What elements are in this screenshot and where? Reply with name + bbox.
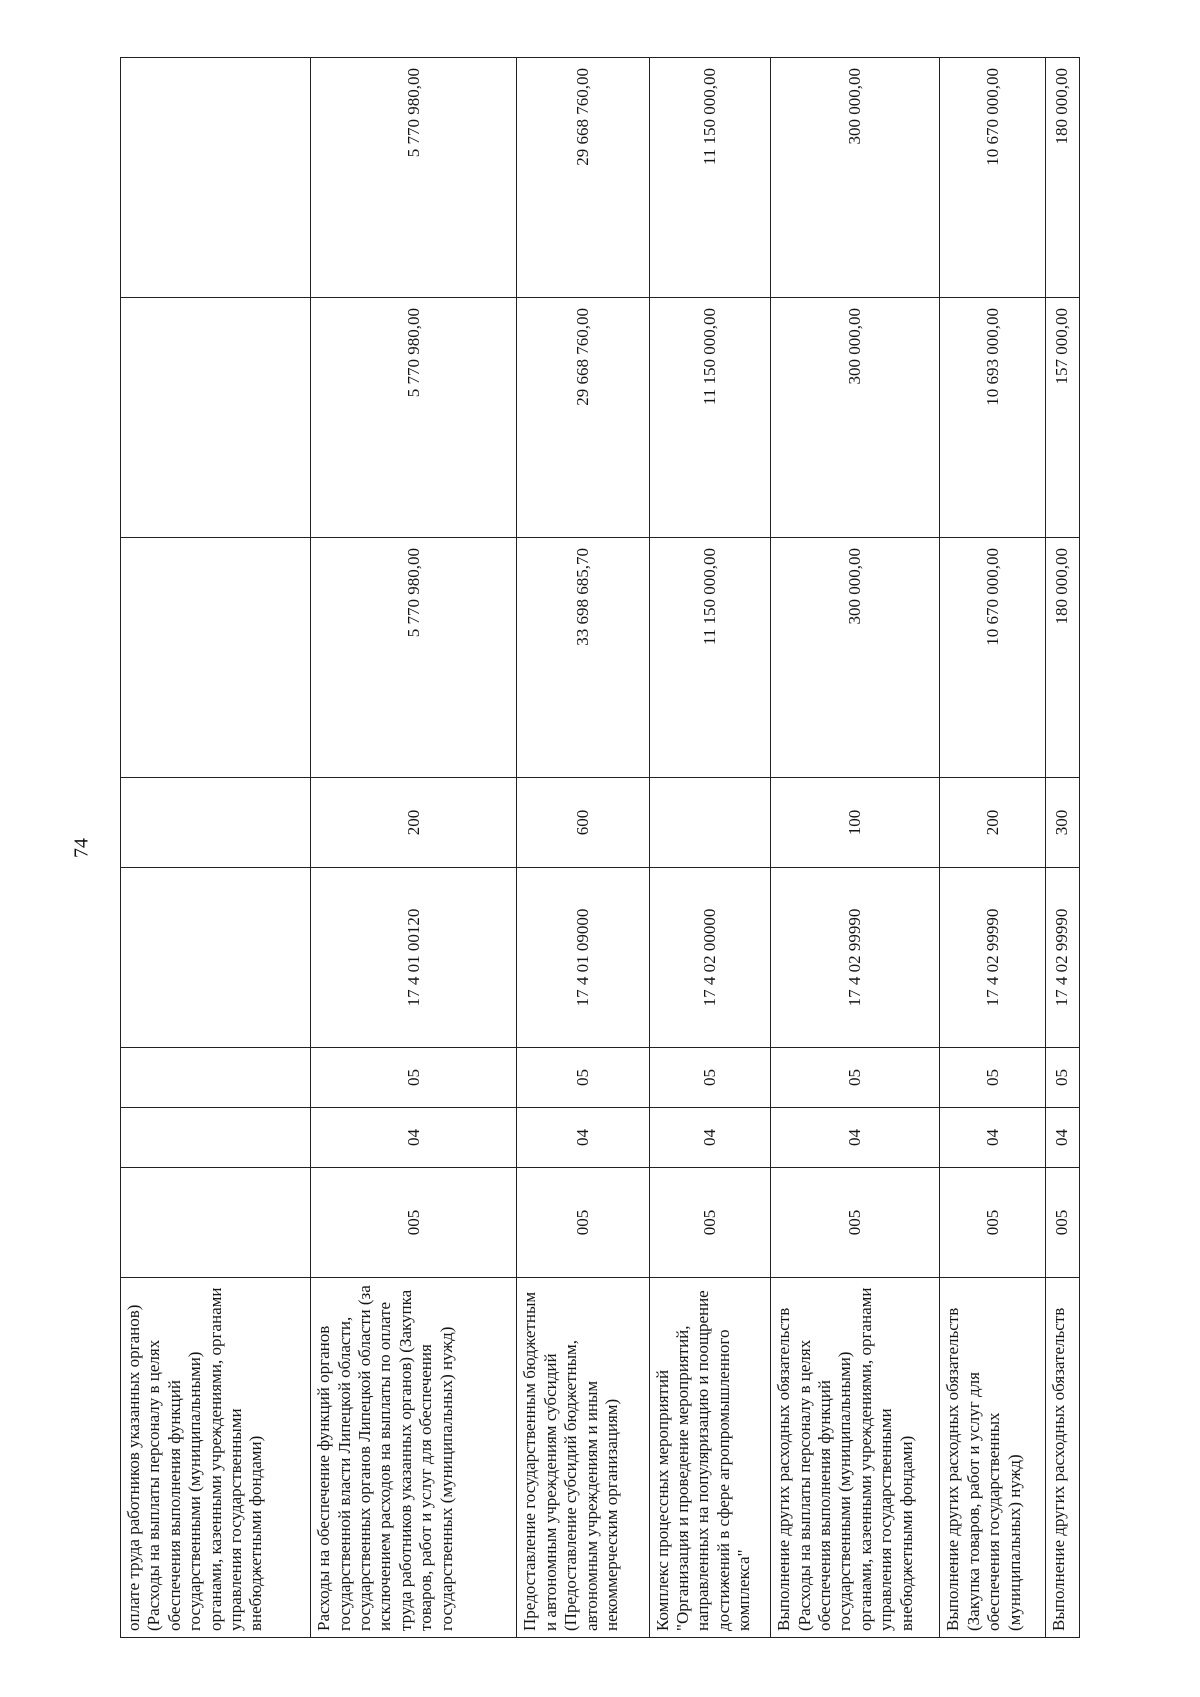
subsection-code bbox=[121, 1048, 311, 1108]
amount-3: 300 000,00 bbox=[771, 58, 940, 298]
amount-2: 300 000,00 bbox=[771, 298, 940, 538]
amount-2: 10 693 000,00 bbox=[940, 298, 1046, 538]
target-article-code: 17 4 01 00120 bbox=[311, 868, 517, 1048]
amount-2: 29 668 760,00 bbox=[517, 298, 649, 538]
amount-1: 180 000,00 bbox=[1046, 538, 1080, 778]
subsection-code: 05 bbox=[940, 1048, 1046, 1108]
amount-3: 11 150 000,00 bbox=[649, 58, 771, 298]
row-description: Предоставление государственным бюджетным и автономным учреждениям субсидий (Предоставление субсидий бюджетным, автономным учреждениям и иным некоммерческим организациям) bbox=[517, 1278, 649, 1638]
admin-code: 005 bbox=[1046, 1168, 1080, 1278]
target-article-code: 17 4 02 99990 bbox=[771, 868, 940, 1048]
amount-1: 33 698 685,70 bbox=[517, 538, 649, 778]
table-row bbox=[940, 58, 1046, 1638]
section-code: 04 bbox=[649, 1108, 771, 1168]
section-code bbox=[121, 1108, 311, 1168]
amount-3 bbox=[121, 58, 311, 298]
rotated-page bbox=[120, 58, 1080, 1638]
amount-2: 5 770 980,00 bbox=[311, 298, 517, 538]
admin-code bbox=[121, 1168, 311, 1278]
table-row bbox=[1046, 58, 1080, 1638]
amount-2: 11 150 000,00 bbox=[649, 298, 771, 538]
target-article-code: 17 4 01 09000 bbox=[517, 868, 649, 1048]
row-description: Выполнение других расходных обязательств (Закупка товаров, работ и услуг для обеспечения государственных (муниципальных) нужд) bbox=[940, 1278, 1046, 1638]
section-code: 04 bbox=[311, 1108, 517, 1168]
subsection-code: 05 bbox=[649, 1048, 771, 1108]
amount-1: 10 670 000,00 bbox=[940, 538, 1046, 778]
amount-1: 11 150 000,00 bbox=[649, 538, 771, 778]
amount-1 bbox=[121, 538, 311, 778]
subsection-code: 05 bbox=[771, 1048, 940, 1108]
expense-type-code: 200 bbox=[940, 778, 1046, 868]
subsection-code: 05 bbox=[517, 1048, 649, 1108]
subsection-code: 05 bbox=[1046, 1048, 1080, 1108]
section-code: 04 bbox=[771, 1108, 940, 1168]
table-row bbox=[649, 58, 771, 1638]
page-number: 74 bbox=[70, 838, 93, 858]
admin-code: 005 bbox=[517, 1168, 649, 1278]
expense-type-code: 300 bbox=[1046, 778, 1080, 868]
amount-3: 10 670 000,00 bbox=[940, 58, 1046, 298]
amount-3: 5 770 980,00 bbox=[311, 58, 517, 298]
admin-code: 005 bbox=[649, 1168, 771, 1278]
row-description: Выполнение других расходных обязательств bbox=[1046, 1278, 1080, 1638]
admin-code: 005 bbox=[311, 1168, 517, 1278]
table-row bbox=[771, 58, 940, 1638]
expense-type-code: 600 bbox=[517, 778, 649, 868]
target-article-code: 17 4 02 00000 bbox=[649, 868, 771, 1048]
expense-type-code: 200 bbox=[311, 778, 517, 868]
target-article-code: 17 4 02 99990 bbox=[940, 868, 1046, 1048]
amount-2: 157 000,00 bbox=[1046, 298, 1080, 538]
section-code: 04 bbox=[940, 1108, 1046, 1168]
budget-table bbox=[120, 57, 1080, 1638]
admin-code: 005 bbox=[940, 1168, 1046, 1278]
subsection-code: 05 bbox=[311, 1048, 517, 1108]
target-article-code: 17 4 02 99990 bbox=[1046, 868, 1080, 1048]
row-description: Выполнение других расходных обязательств (Расходы на выплаты персоналу в целях обеспечения выполнения функций государственными (муниципальными) органами, казенными учреждениями, органами управления государственными внебюджетными фондами) bbox=[771, 1278, 940, 1638]
amount-1: 5 770 980,00 bbox=[311, 538, 517, 778]
table-row bbox=[121, 58, 311, 1638]
row-description: Расходы на обеспечение функций органов государственной власти Липецкой области, государственных органов Липецкой области (за исключением расходов на выплаты по оплате труда работников указанных органов) (Закупка товаров, работ и услуг для обеспечения государственных (муниципальных) нужд) bbox=[311, 1278, 517, 1638]
amount-1: 300 000,00 bbox=[771, 538, 940, 778]
row-description: Комплекс процессных мероприятий "Организация и проведение мероприятий, направленных на популяризацию и поощрение достижений в сфере агропромышленного комплекса" bbox=[649, 1278, 771, 1638]
expense-type-code: 100 bbox=[771, 778, 940, 868]
section-code: 04 bbox=[517, 1108, 649, 1168]
table-row bbox=[517, 58, 649, 1638]
expense-type-code bbox=[649, 778, 771, 868]
amount-3: 180 000,00 bbox=[1046, 58, 1080, 298]
row-description: оплате труда работников указанных органов) (Расходы на выплаты персоналу в целях обеспечения выполнения функций государственными (муниципальными) органами, казенными учреждениями, органами управления государственными внебюджетными фондами) bbox=[121, 1278, 311, 1638]
table-row bbox=[311, 58, 517, 1638]
expense-type-code bbox=[121, 778, 311, 868]
amount-2 bbox=[121, 298, 311, 538]
section-code: 04 bbox=[1046, 1108, 1080, 1168]
amount-3: 29 668 760,00 bbox=[517, 58, 649, 298]
admin-code: 005 bbox=[771, 1168, 940, 1278]
target-article-code bbox=[121, 868, 311, 1048]
